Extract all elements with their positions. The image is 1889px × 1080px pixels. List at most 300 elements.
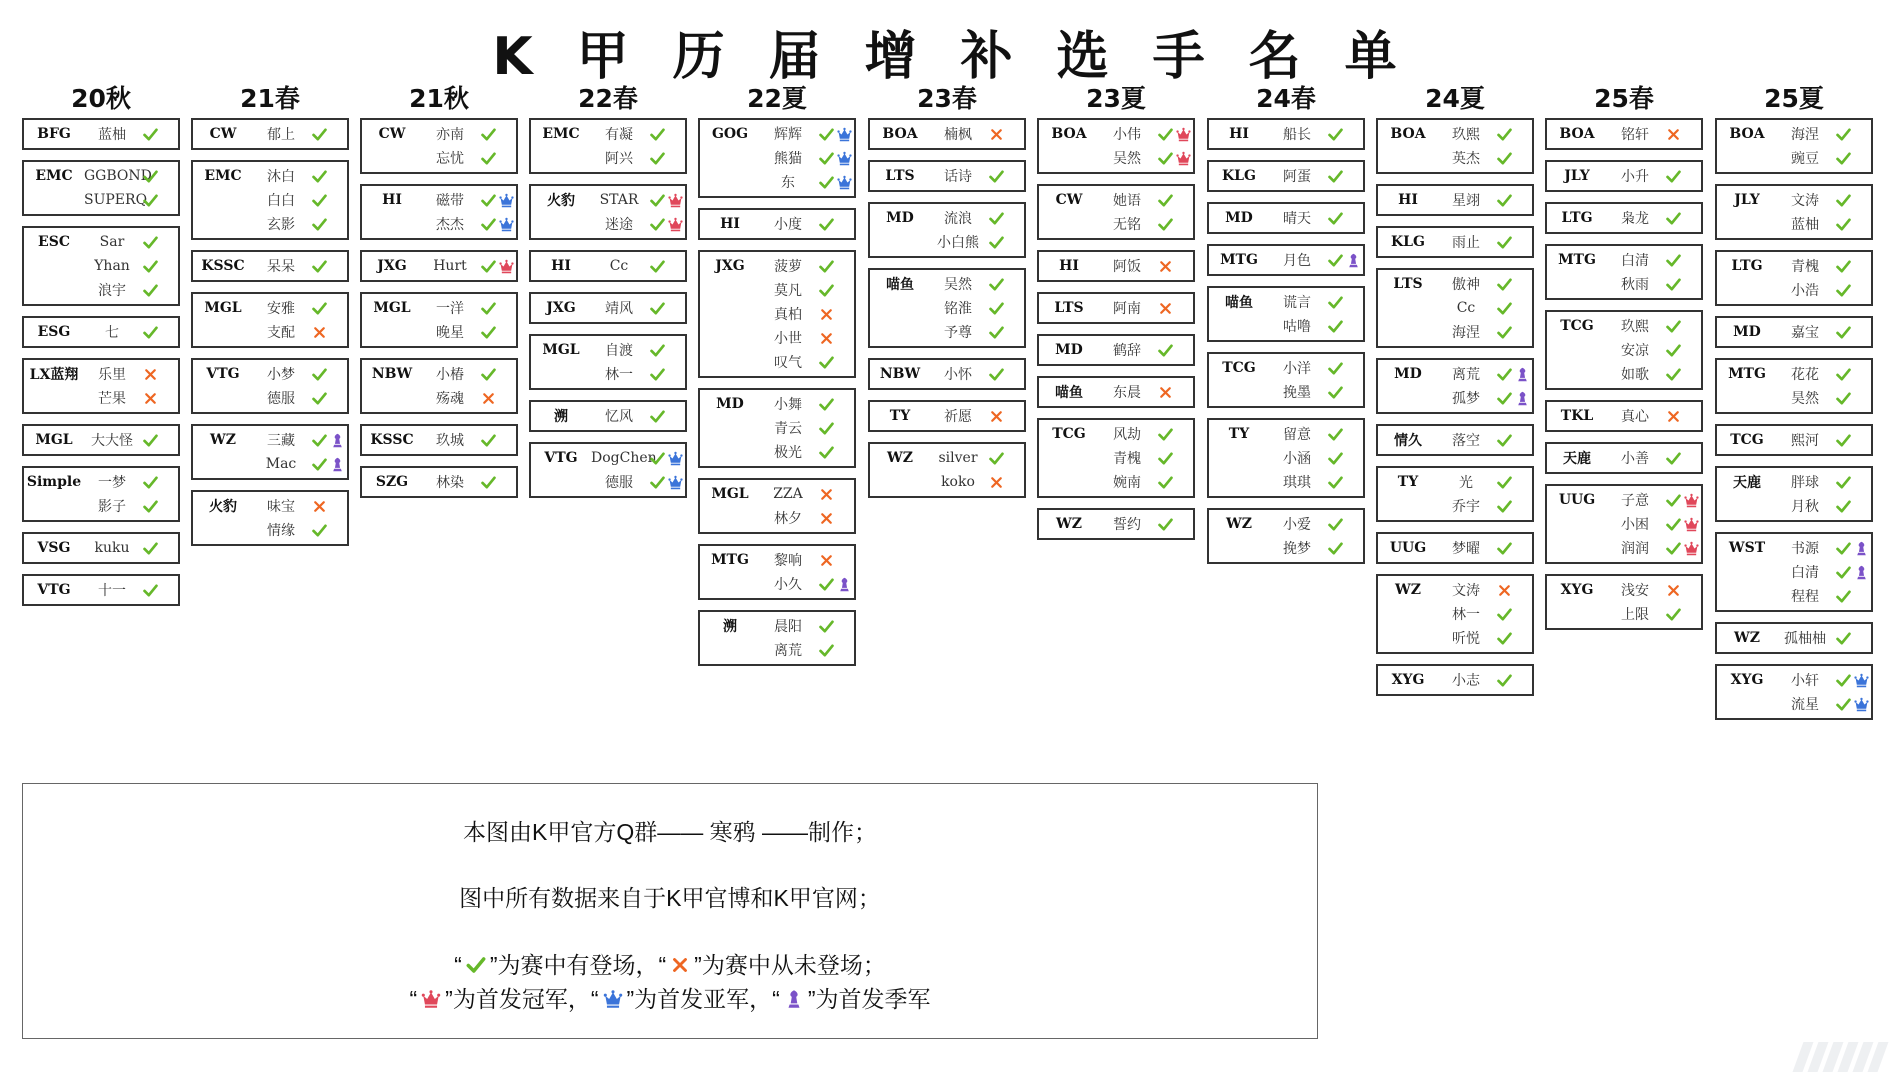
check-icon — [1835, 390, 1852, 407]
check-icon — [311, 216, 328, 233]
player-marks — [142, 540, 159, 557]
team-name: NBW — [879, 366, 921, 382]
player-marks — [649, 126, 666, 143]
player-name: 雨止 — [1452, 235, 1480, 251]
team-box — [1207, 244, 1365, 276]
player-marks — [311, 126, 328, 143]
player-marks — [311, 216, 328, 233]
check-icon — [1327, 360, 1344, 377]
team-name: WZ — [1056, 516, 1082, 532]
season-column — [698, 80, 856, 676]
player-name: 吴然 — [1113, 151, 1141, 167]
player-row — [1209, 470, 1363, 494]
check-icon — [311, 390, 328, 407]
player-name: 楠枫 — [944, 127, 972, 143]
team-box — [1207, 508, 1365, 564]
player-marks — [1496, 366, 1531, 383]
player-marks — [1835, 150, 1852, 167]
team-name: EMC — [35, 168, 73, 184]
check-icon — [480, 366, 497, 383]
player-row — [1378, 146, 1532, 170]
team-name: TCG — [1730, 432, 1764, 448]
crown-gold-icon — [1175, 150, 1192, 167]
player-marks — [311, 456, 346, 473]
crown-bronze-icon — [836, 576, 853, 593]
team-box — [22, 316, 180, 348]
player-row — [700, 278, 854, 302]
season-column — [1715, 80, 1873, 730]
player-marks — [1157, 384, 1174, 401]
check-icon — [649, 216, 666, 233]
team-name: 溯 — [723, 619, 737, 635]
player-row — [531, 146, 685, 170]
team-box — [22, 358, 180, 414]
crown-bronze-icon — [1345, 252, 1362, 269]
watermark-stripes — [1798, 1042, 1883, 1072]
player-marks — [480, 390, 497, 407]
player-marks — [649, 474, 684, 491]
team-box — [1715, 664, 1873, 720]
player-marks — [818, 258, 835, 275]
check-icon — [311, 258, 328, 275]
team-box — [698, 118, 856, 198]
player-name: 青槐 — [1791, 259, 1819, 275]
player-row — [193, 212, 347, 236]
crown-silver-icon — [498, 216, 515, 233]
team-name: HI — [1229, 126, 1249, 142]
player-row — [1039, 446, 1193, 470]
player-marks — [1835, 126, 1852, 143]
check-icon — [818, 642, 835, 659]
player-name: 青槐 — [1113, 451, 1141, 467]
check-icon — [465, 954, 487, 976]
cross-icon — [988, 474, 1005, 491]
player-marks — [142, 366, 159, 383]
team-name: WZ — [1734, 630, 1760, 646]
player-row — [1717, 386, 1871, 410]
team-name: LX蓝翔 — [29, 367, 79, 383]
player-name: 流星 — [1791, 697, 1819, 713]
team-box — [1545, 484, 1703, 564]
team-name: EMC — [542, 126, 580, 142]
season-header: 22春 — [578, 84, 638, 113]
player-marks — [1665, 126, 1682, 143]
player-marks — [988, 324, 1005, 341]
team-name: HI — [1059, 258, 1079, 274]
player-marks — [1157, 450, 1174, 467]
player-marks — [988, 276, 1005, 293]
player-marks — [818, 618, 835, 635]
legend-silver-text: ”为首发亚军， — [626, 986, 773, 1012]
check-icon — [1157, 192, 1174, 209]
player-marks — [1496, 474, 1513, 491]
player-marks — [1496, 582, 1513, 599]
team-box — [1207, 352, 1365, 408]
check-icon — [988, 234, 1005, 251]
check-icon — [1665, 366, 1682, 383]
player-row — [1378, 602, 1532, 626]
check-icon — [818, 126, 835, 143]
team-name: CW — [209, 126, 237, 142]
team-name: UUG — [1558, 492, 1596, 508]
team-name: TKL — [1560, 408, 1594, 424]
player-name: 挽墨 — [1283, 385, 1311, 401]
player-marks — [1665, 408, 1682, 425]
crown-gold-icon — [498, 258, 515, 275]
team-name: 喵鱼 — [886, 277, 914, 293]
player-marks — [311, 390, 328, 407]
player-marks — [142, 498, 159, 515]
cross-icon — [311, 324, 328, 341]
check-icon — [649, 408, 666, 425]
check-icon — [1665, 516, 1682, 533]
check-icon — [1835, 474, 1852, 491]
player-marks — [1157, 426, 1174, 443]
player-marks — [311, 522, 328, 539]
player-marks — [1835, 630, 1852, 647]
check-icon — [818, 216, 835, 233]
player-marks — [818, 126, 853, 143]
player-name: 支配 — [267, 325, 295, 341]
player-marks — [1327, 516, 1344, 533]
team-box — [529, 334, 687, 390]
player-marks — [818, 306, 835, 323]
check-icon — [311, 456, 328, 473]
legend-bronze-text: ”为首发季军 — [807, 986, 931, 1012]
player-name: 安雅 — [267, 301, 295, 317]
player-name: 迷途 — [605, 217, 633, 233]
player-name: 流浪 — [944, 211, 972, 227]
player-marks — [988, 210, 1005, 227]
player-marks — [1327, 294, 1344, 311]
player-marks — [1496, 234, 1513, 251]
player-name: 黎响 — [774, 553, 802, 569]
player-marks — [480, 474, 497, 491]
crown-silver-icon — [1853, 696, 1870, 713]
player-marks — [1665, 276, 1682, 293]
player-name: 白白 — [267, 193, 295, 209]
team-name: MTG — [1220, 252, 1258, 268]
player-name: GGBOND — [84, 168, 152, 184]
check-icon — [1665, 252, 1682, 269]
check-icon — [142, 126, 159, 143]
player-marks — [818, 396, 835, 413]
player-marks — [1157, 192, 1174, 209]
player-marks — [649, 300, 666, 317]
player-marks — [1835, 696, 1870, 713]
check-icon — [1327, 384, 1344, 401]
player-name: 予尊 — [944, 325, 972, 341]
player-marks — [1665, 318, 1682, 335]
season-column — [360, 80, 518, 508]
player-marks — [311, 366, 328, 383]
check-icon — [1157, 516, 1174, 533]
player-marks — [649, 258, 666, 275]
player-name: 小困 — [1621, 517, 1649, 533]
legend-quote: “ — [590, 986, 599, 1012]
team-box — [1545, 442, 1703, 474]
player-marks — [311, 300, 328, 317]
team-box — [1376, 532, 1534, 564]
player-marks — [142, 282, 159, 299]
team-box — [1037, 118, 1195, 174]
player-row — [24, 386, 178, 410]
player-marks — [1835, 258, 1852, 275]
team-box — [1715, 316, 1873, 348]
check-icon — [1327, 540, 1344, 557]
player-marks — [988, 168, 1005, 185]
team-box — [22, 226, 180, 306]
player-name: 莫凡 — [774, 283, 802, 299]
player-marks — [818, 150, 853, 167]
team-name: MGL — [542, 342, 580, 358]
check-icon — [1496, 366, 1513, 383]
player-name: 梦曜 — [1452, 541, 1480, 557]
player-name: Cc — [1456, 300, 1476, 316]
player-marks — [1835, 216, 1852, 233]
team-box — [1545, 244, 1703, 300]
check-icon — [988, 168, 1005, 185]
player-row — [870, 470, 1024, 494]
player-name: 殇魂 — [436, 391, 464, 407]
player-marks — [1157, 258, 1174, 275]
player-marks — [142, 390, 159, 407]
season-header: 24夏 — [1425, 84, 1485, 113]
player-name: 留意 — [1283, 427, 1311, 443]
player-marks — [649, 450, 684, 467]
player-name: Yhan — [94, 258, 130, 274]
player-row — [1378, 320, 1532, 344]
player-marks — [1835, 432, 1852, 449]
team-name: MD — [1733, 324, 1761, 340]
player-name: 小椿 — [436, 367, 464, 383]
check-icon — [1665, 210, 1682, 227]
legend-quote: “ — [772, 986, 780, 1012]
check-icon — [1835, 672, 1852, 689]
check-icon — [311, 366, 328, 383]
team-name: LTG — [1731, 258, 1763, 274]
check-icon — [1496, 540, 1513, 557]
player-name: 子意 — [1621, 493, 1649, 509]
player-marks — [1157, 126, 1192, 143]
team-name: JLY — [1564, 168, 1590, 184]
check-icon — [1157, 450, 1174, 467]
player-name: ZZA — [773, 486, 803, 502]
player-marks — [1835, 672, 1870, 689]
player-name: koko — [941, 474, 975, 490]
player-marks — [1157, 150, 1192, 167]
team-box — [1376, 466, 1534, 522]
player-row — [24, 494, 178, 518]
legend-quote: “ — [454, 952, 462, 978]
team-name: MGL — [711, 486, 749, 502]
team-box — [360, 118, 518, 174]
team-name: MD — [716, 396, 744, 412]
team-box — [868, 358, 1026, 390]
team-box — [191, 358, 349, 414]
check-icon — [142, 582, 159, 599]
team-box — [1037, 508, 1195, 540]
team-box — [529, 442, 687, 498]
player-marks — [988, 234, 1005, 251]
player-name: 秋雨 — [1621, 277, 1649, 293]
crown-gold-icon — [1683, 540, 1700, 557]
player-row — [700, 506, 854, 530]
team-box — [1545, 310, 1703, 390]
player-marks — [1327, 252, 1362, 269]
check-icon — [1665, 606, 1682, 623]
player-marks — [1835, 324, 1852, 341]
season-header: 21春 — [240, 84, 300, 113]
player-row — [1039, 212, 1193, 236]
team-name: VTG — [206, 366, 240, 382]
cross-icon — [480, 390, 497, 407]
team-name: MTG — [711, 552, 749, 568]
player-name: 小志 — [1452, 673, 1480, 689]
team-box — [1037, 334, 1195, 366]
player-row — [362, 320, 516, 344]
player-name: 文涛 — [1791, 193, 1819, 209]
player-name: 芒果 — [98, 391, 126, 407]
player-name: 浅安 — [1621, 583, 1649, 599]
player-row — [700, 440, 854, 464]
check-icon — [1327, 126, 1344, 143]
team-name: 天鹿 — [1733, 475, 1761, 491]
player-marks — [1496, 300, 1513, 317]
player-name: 听悦 — [1452, 631, 1480, 647]
player-name: 忘忧 — [436, 151, 464, 167]
check-icon — [1496, 126, 1513, 143]
crown-gold-icon — [420, 988, 442, 1010]
player-marks — [1665, 450, 1682, 467]
player-marks — [818, 642, 835, 659]
team-name: JLY — [1734, 192, 1760, 208]
cross-icon — [311, 498, 328, 515]
team-box — [22, 466, 180, 522]
player-name: 海涅 — [1452, 325, 1480, 341]
cross-icon — [988, 126, 1005, 143]
team-box — [698, 610, 856, 666]
check-icon — [480, 150, 497, 167]
crown-silver-icon — [667, 450, 684, 467]
team-name: BOA — [1051, 126, 1087, 142]
player-marks — [649, 216, 684, 233]
player-name: 谎言 — [1283, 295, 1311, 311]
player-marks — [988, 366, 1005, 383]
check-icon — [1665, 276, 1682, 293]
check-icon — [311, 432, 328, 449]
team-box — [1545, 202, 1703, 234]
check-icon — [1835, 126, 1852, 143]
player-name: Sar — [99, 234, 125, 250]
player-name: 阿蛋 — [1283, 169, 1311, 185]
check-icon — [1835, 540, 1852, 557]
team-name: MTG — [1558, 252, 1596, 268]
crown-gold-icon — [667, 192, 684, 209]
team-box — [360, 358, 518, 414]
team-name: BOA — [1559, 126, 1595, 142]
player-name: 玄影 — [267, 217, 295, 233]
check-icon — [1496, 192, 1513, 209]
team-name: HI — [551, 258, 571, 274]
team-name: WST — [1728, 540, 1766, 556]
player-row — [1209, 536, 1363, 560]
player-marks — [1327, 540, 1344, 557]
player-name: 味宝 — [267, 499, 295, 515]
team-name: 喵鱼 — [1055, 385, 1083, 401]
check-icon — [1327, 168, 1344, 185]
player-name: 离荒 — [1452, 367, 1480, 383]
player-name: 誓约 — [1113, 517, 1141, 533]
team-name: TY — [889, 408, 911, 424]
player-row — [24, 188, 178, 212]
player-row — [193, 452, 347, 476]
player-marks — [649, 408, 666, 425]
player-name: 亦南 — [436, 127, 464, 143]
team-name: JXG — [377, 258, 407, 274]
player-marks — [1327, 426, 1344, 443]
crown-bronze-icon — [1514, 390, 1531, 407]
player-marks — [311, 498, 328, 515]
check-icon — [988, 300, 1005, 317]
team-box — [1376, 664, 1534, 696]
crown-silver-icon — [836, 174, 853, 191]
check-icon — [818, 618, 835, 635]
player-marks — [480, 300, 497, 317]
player-marks — [142, 192, 159, 209]
player-marks — [1496, 672, 1513, 689]
team-name: ESG — [37, 324, 71, 340]
check-icon — [649, 150, 666, 167]
player-name: 忆风 — [605, 409, 633, 425]
player-name: 婉南 — [1113, 475, 1141, 491]
check-icon — [311, 300, 328, 317]
player-name: 小梦 — [267, 367, 295, 383]
check-icon — [142, 498, 159, 515]
player-name: 小洋 — [1283, 361, 1311, 377]
player-name: 林一 — [1452, 607, 1480, 623]
check-icon — [1496, 324, 1513, 341]
cross-icon — [988, 408, 1005, 425]
player-row — [1547, 512, 1701, 536]
legend-check-cross — [23, 947, 1317, 980]
team-box — [1715, 184, 1873, 240]
player-marks — [1665, 540, 1700, 557]
player-marks — [1496, 324, 1513, 341]
player-name: silver — [938, 450, 978, 466]
check-icon — [142, 168, 159, 185]
check-icon — [1835, 150, 1852, 167]
check-icon — [1157, 426, 1174, 443]
team-box — [1376, 118, 1534, 174]
player-marks — [1665, 252, 1682, 269]
check-icon — [1835, 696, 1852, 713]
player-marks — [988, 450, 1005, 467]
player-marks — [1496, 606, 1513, 623]
team-box — [22, 160, 180, 216]
player-row — [870, 296, 1024, 320]
team-box — [1376, 574, 1534, 654]
player-name: 真心 — [1621, 409, 1649, 425]
player-name: 挽梦 — [1283, 541, 1311, 557]
team-box — [529, 184, 687, 240]
player-marks — [1835, 366, 1852, 383]
team-box — [191, 292, 349, 348]
player-name: Mac — [265, 456, 297, 472]
player-marks — [818, 216, 835, 233]
player-row — [1547, 602, 1701, 626]
season-column — [529, 80, 687, 508]
